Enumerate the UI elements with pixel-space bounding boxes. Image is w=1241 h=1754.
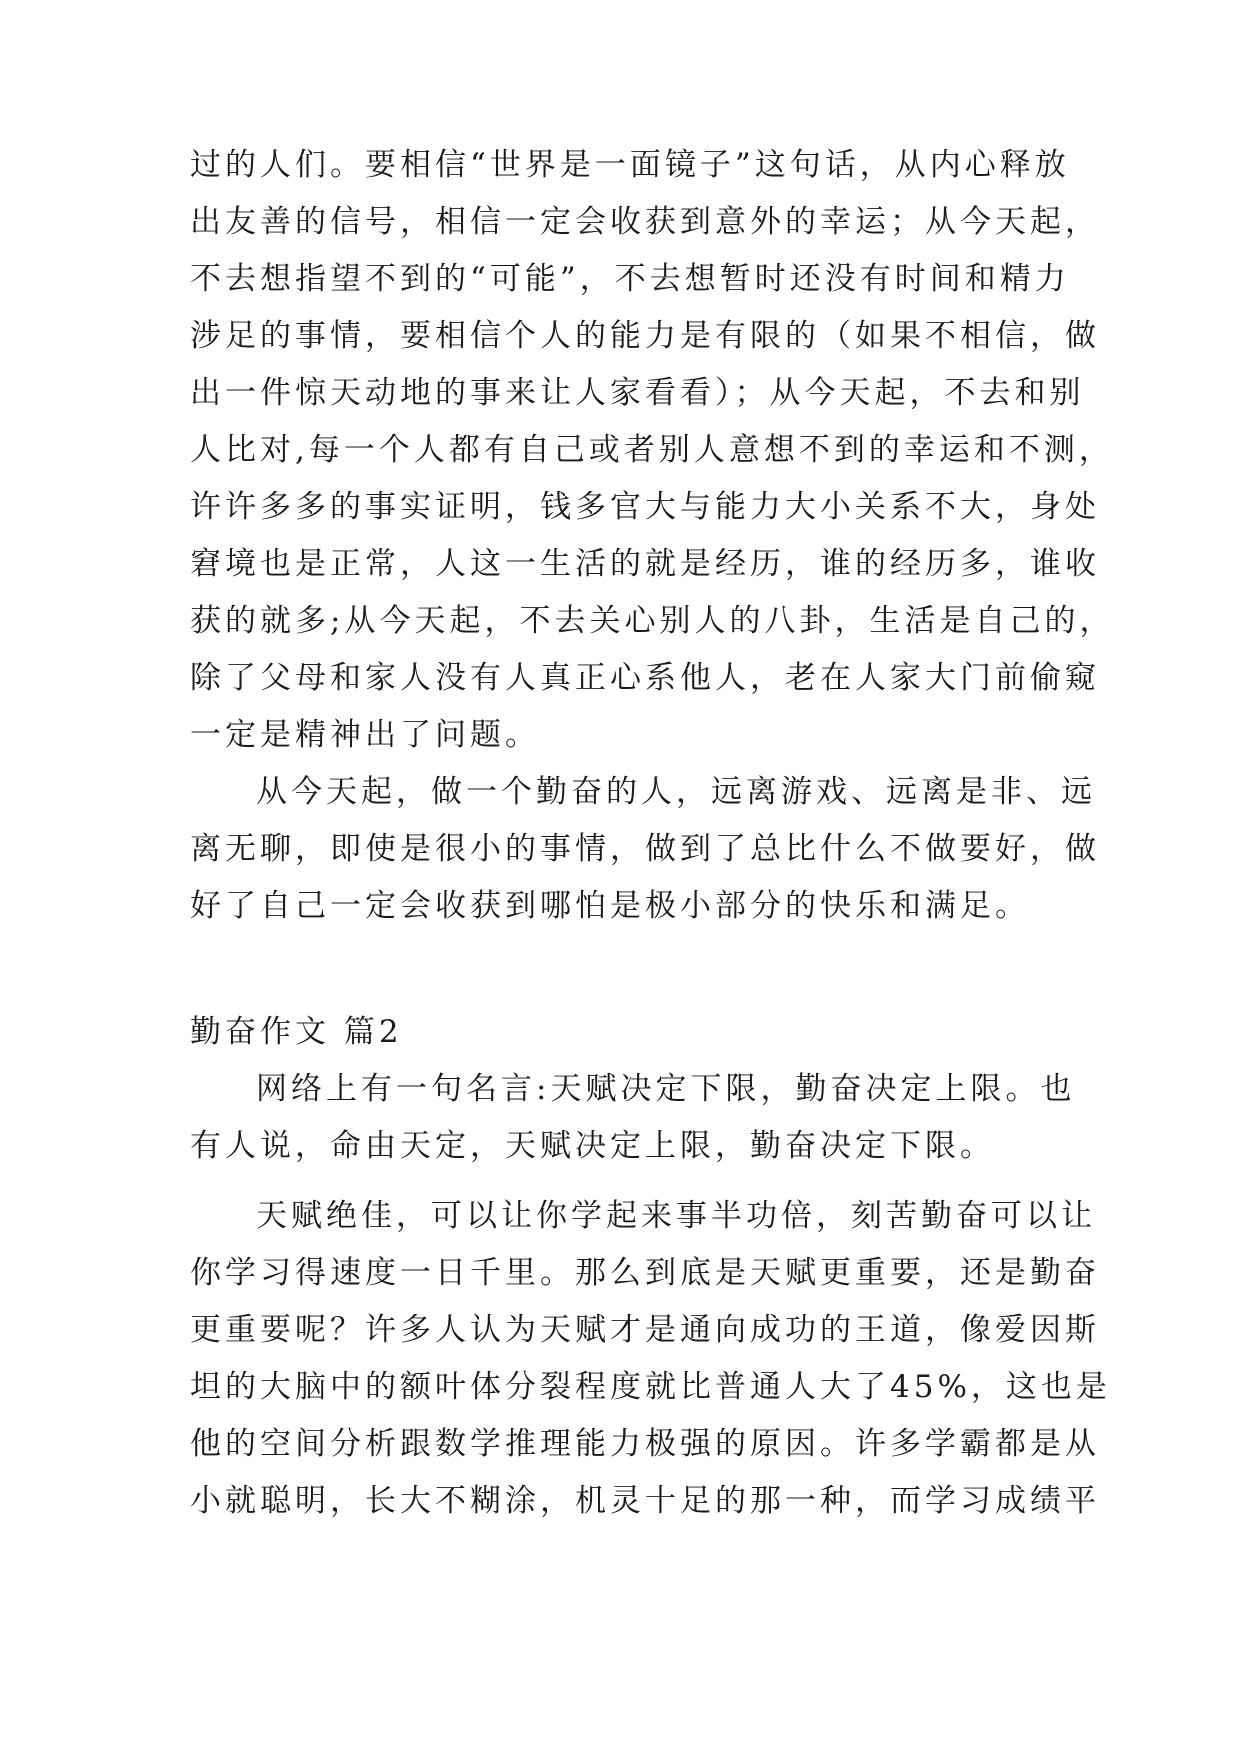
paragraph-line: 更重要呢？许多人认为天赋才是通向成功的王道，像爱因斯 [190,1312,1100,1348]
paragraph-line: 窘境也是正常，人这一生活的就是经历，谁的经历多，谁收 [190,546,1100,582]
paragraph-line: 你学习得速度一日千里。那么到底是天赋更重要，还是勤奋 [190,1255,1100,1291]
paragraph-line: 出一件惊天动地的事来让人家看看）；从今天起，不去和别 [190,375,1085,411]
paragraph-line: 天赋绝佳，可以让你学起来事半功倍，刻苦勤奋可以让 [256,1198,1096,1234]
paragraph-line: 不去想指望不到的“可能”，不去想暂时还没有时间和精力 [190,261,1070,297]
paragraph-line: 除了父母和家人没有人真正心系他人，老在人家大门前偷窥 [190,660,1100,696]
paragraph-line: 有人说，命由天定，天赋决定上限，勤奋决定下限。 [190,1128,995,1164]
paragraph-line: 过的人们。要相信“世界是一面镜子”这句话，从内心释放 [190,147,1070,183]
paragraph-line: 一定是精神出了问题。 [190,717,540,753]
paragraph-line: 人比对,每一个人都有自己或者别人意想不到的幸运和不测， [190,432,1114,468]
paragraph-line: 涉足的事情，要相信个人的能力是有限的（如果不相信，做 [190,318,1100,354]
paragraph-line: 离无聊，即使是很小的事情，做到了总比什么不做要好，做 [190,831,1100,867]
paragraph-line: 获的就多;从今天起，不去关心别人的八卦，生活是自己的， [190,603,1115,639]
section-heading: 勤奋作文 篇2 [190,1014,403,1050]
paragraph-line: 许许多多的事实证明，钱多官大与能力大小关系不大，身处 [190,489,1100,525]
paragraph-line: 坦的大脑中的额叶体分裂程度就比普通人大了45%，这也是 [190,1369,1111,1405]
paragraph-line: 他的空间分析跟数学推理能力极强的原因。许多学霸都是从 [190,1426,1100,1462]
paragraph-line: 出友善的信号，相信一定会收获到意外的幸运；从今天起， [190,204,1100,240]
paragraph-line: 好了自己一定会收获到哪怕是极小部分的快乐和满足。 [190,888,1030,924]
paragraph-line: 小就聪明，长大不糊涂，机灵十足的那一种，而学习成绩平 [190,1483,1100,1519]
paragraph-line: 从今天起，做一个勤奋的人，远离游戏、远离是非、远 [256,774,1096,810]
paragraph-line: 网络上有一句名言:天赋决定下限，勤奋决定上限。也 [256,1071,1076,1107]
